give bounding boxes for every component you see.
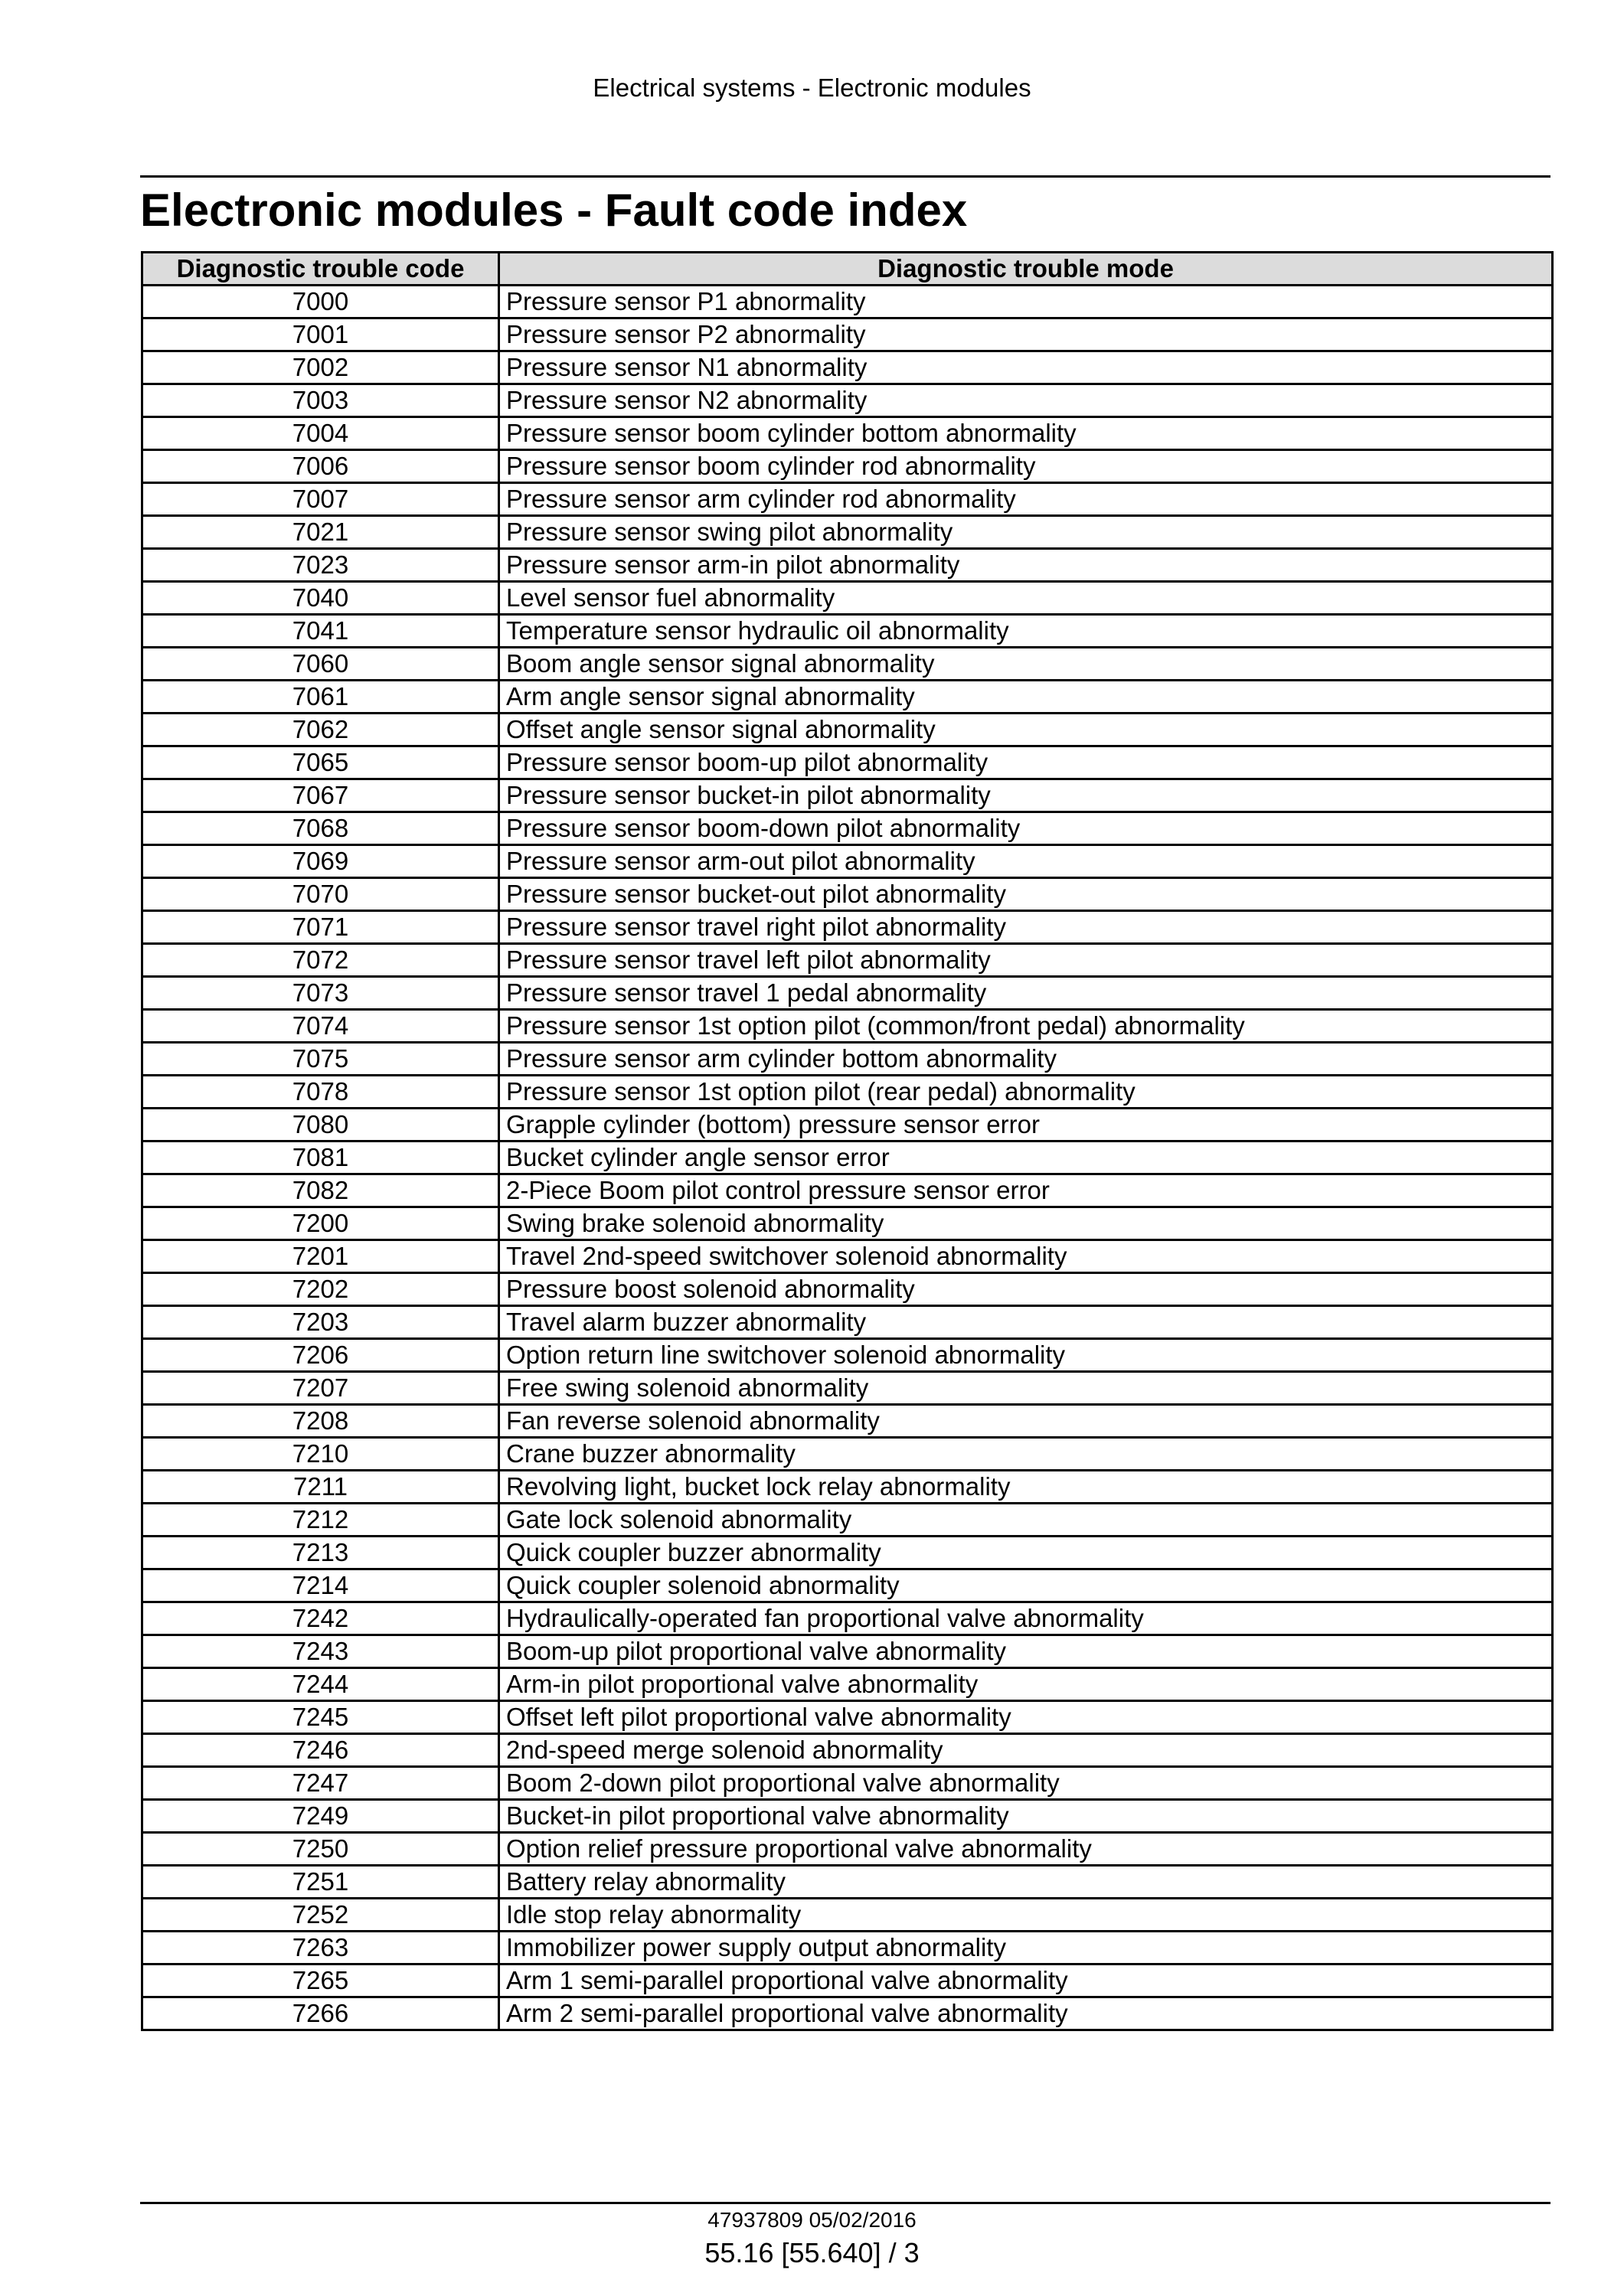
table-row xyxy=(142,1932,1553,1965)
table-row xyxy=(142,714,1553,746)
fault-code-cell: 7249 xyxy=(142,1800,499,1833)
fault-mode-cell: Free swing solenoid abnormality xyxy=(499,1372,1553,1405)
fault-mode-cell: Pressure sensor N1 abnormality xyxy=(499,351,1553,384)
fault-code-cell: 7242 xyxy=(142,1602,499,1635)
fault-mode-cell: Pressure sensor boom-up pilot abnormality xyxy=(499,746,1553,779)
fault-code-cell: 7069 xyxy=(142,845,499,878)
page-title: Electronic modules - Fault code index xyxy=(140,185,968,236)
fault-code-table xyxy=(141,251,1554,2031)
document-reference: 47937809 05/02/2016 xyxy=(707,2208,917,2232)
table-row xyxy=(142,681,1553,714)
table-row xyxy=(142,1965,1553,1997)
fault-code-cell: 7082 xyxy=(142,1174,499,1207)
fault-mode-cell: Pressure sensor arm-in pilot abnormality xyxy=(499,549,1553,582)
fault-mode-cell: Temperature sensor hydraulic oil abnormality xyxy=(499,615,1553,648)
fault-code-table-container xyxy=(141,251,1551,2031)
fault-code-cell: 7007 xyxy=(142,483,499,516)
table-row xyxy=(142,648,1553,681)
table-row xyxy=(142,351,1553,384)
fault-mode-cell: Pressure sensor 1st option pilot (common/front pedal) abnormality xyxy=(499,1010,1553,1043)
fault-mode-cell: Revolving light, bucket lock relay abnormality xyxy=(499,1471,1553,1504)
fault-code-cell: 7073 xyxy=(142,977,499,1010)
fault-code-cell: 7041 xyxy=(142,615,499,648)
table-header-row xyxy=(142,253,1553,286)
table-row xyxy=(142,384,1553,417)
fault-mode-cell: Quick coupler buzzer abnormality xyxy=(499,1537,1553,1569)
fault-mode-cell: Crane buzzer abnormality xyxy=(499,1438,1553,1471)
fault-mode-cell: Pressure sensor P2 abnormality xyxy=(499,318,1553,351)
fault-mode-cell: Option relief pressure proportional valve abnormality xyxy=(499,1833,1553,1866)
fault-mode-cell: Pressure sensor arm cylinder bottom abnormality xyxy=(499,1043,1553,1076)
table-body xyxy=(142,286,1553,2030)
table-row xyxy=(142,1405,1553,1438)
fault-code-cell: 7072 xyxy=(142,944,499,977)
table-row xyxy=(142,1438,1553,1471)
table-row xyxy=(142,1372,1553,1405)
fault-code-cell: 7263 xyxy=(142,1932,499,1965)
table-row xyxy=(142,1471,1553,1504)
fault-code-cell: 7071 xyxy=(142,911,499,944)
header-rule xyxy=(140,175,1550,178)
table-row xyxy=(142,1076,1553,1109)
fault-code-cell: 7002 xyxy=(142,351,499,384)
fault-code-cell: 7081 xyxy=(142,1141,499,1174)
fault-code-cell: 7202 xyxy=(142,1273,499,1306)
fault-code-cell: 7210 xyxy=(142,1438,499,1471)
fault-mode-cell: Pressure sensor swing pilot abnormality xyxy=(499,516,1553,549)
fault-mode-cell: Pressure sensor travel right pilot abnormality xyxy=(499,911,1553,944)
fault-mode-cell: Option return line switchover solenoid abnormality xyxy=(499,1339,1553,1372)
fault-code-cell: 7004 xyxy=(142,417,499,450)
fault-mode-cell: Bucket-in pilot proportional valve abnormality xyxy=(499,1800,1553,1833)
table-row xyxy=(142,1997,1553,2030)
table-row xyxy=(142,1043,1553,1076)
fault-code-cell: 7000 xyxy=(142,286,499,318)
fault-mode-cell: Pressure sensor travel left pilot abnormality xyxy=(499,944,1553,977)
fault-mode-cell: Arm 2 semi-parallel proportional valve abnormality xyxy=(499,1997,1553,2030)
table-row xyxy=(142,1569,1553,1602)
fault-mode-cell: Swing brake solenoid abnormality xyxy=(499,1207,1553,1240)
running-header: Electrical systems - Electronic modules xyxy=(593,73,1031,102)
fault-code-cell: 7214 xyxy=(142,1569,499,1602)
fault-mode-cell: 2-Piece Boom pilot control pressure sensor error xyxy=(499,1174,1553,1207)
fault-mode-cell: Offset angle sensor signal abnormality xyxy=(499,714,1553,746)
table-row xyxy=(142,1537,1553,1569)
fault-code-cell: 7068 xyxy=(142,812,499,845)
fault-code-cell: 7265 xyxy=(142,1965,499,1997)
fault-code-cell: 7212 xyxy=(142,1504,499,1537)
fault-mode-cell: Boom 2-down pilot proportional valve abnormality xyxy=(499,1767,1553,1800)
fault-mode-cell: Pressure sensor bucket-in pilot abnormality xyxy=(499,779,1553,812)
column-header-code: Diagnostic trouble code xyxy=(142,253,499,286)
fault-code-cell: 7247 xyxy=(142,1767,499,1800)
fault-mode-cell: Level sensor fuel abnormality xyxy=(499,582,1553,615)
fault-mode-cell: Boom-up pilot proportional valve abnormality xyxy=(499,1635,1553,1668)
fault-code-cell: 7006 xyxy=(142,450,499,483)
fault-mode-cell: Gate lock solenoid abnormality xyxy=(499,1504,1553,1537)
fault-mode-cell: Arm 1 semi-parallel proportional valve abnormality xyxy=(499,1965,1553,1997)
fault-code-cell: 7201 xyxy=(142,1240,499,1273)
fault-code-cell: 7251 xyxy=(142,1866,499,1899)
fault-mode-cell: Pressure boost solenoid abnormality xyxy=(499,1273,1553,1306)
fault-code-cell: 7203 xyxy=(142,1306,499,1339)
fault-code-cell: 7244 xyxy=(142,1668,499,1701)
fault-mode-cell: Pressure sensor P1 abnormality xyxy=(499,286,1553,318)
table-row xyxy=(142,582,1553,615)
table-row xyxy=(142,1701,1553,1734)
fault-mode-cell: Pressure sensor boom-down pilot abnormality xyxy=(499,812,1553,845)
table-row xyxy=(142,1866,1553,1899)
fault-code-cell: 7021 xyxy=(142,516,499,549)
fault-code-cell: 7003 xyxy=(142,384,499,417)
table-row xyxy=(142,615,1553,648)
fault-mode-cell: Travel 2nd-speed switchover solenoid abnormality xyxy=(499,1240,1553,1273)
fault-mode-cell: Pressure sensor boom cylinder rod abnormality xyxy=(499,450,1553,483)
fault-code-cell: 7078 xyxy=(142,1076,499,1109)
fault-mode-cell: 2nd-speed merge solenoid abnormality xyxy=(499,1734,1553,1767)
fault-mode-cell: Offset left pilot proportional valve abnormality xyxy=(499,1701,1553,1734)
fault-mode-cell: Bucket cylinder angle sensor error xyxy=(499,1141,1553,1174)
column-header-mode: Diagnostic trouble mode xyxy=(499,253,1553,286)
fault-code-cell: 7075 xyxy=(142,1043,499,1076)
table-row xyxy=(142,1240,1553,1273)
fault-code-cell: 7245 xyxy=(142,1701,499,1734)
fault-mode-cell: Pressure sensor boom cylinder bottom abnormality xyxy=(499,417,1553,450)
table-row xyxy=(142,878,1553,911)
table-row xyxy=(142,450,1553,483)
fault-mode-cell: Hydraulically-operated fan proportional valve abnormality xyxy=(499,1602,1553,1635)
fault-code-cell: 7213 xyxy=(142,1537,499,1569)
table-row xyxy=(142,1899,1553,1932)
table-row xyxy=(142,911,1553,944)
fault-mode-cell: Arm angle sensor signal abnormality xyxy=(499,681,1553,714)
table-row xyxy=(142,1306,1553,1339)
fault-code-cell: 7208 xyxy=(142,1405,499,1438)
table-row xyxy=(142,1109,1553,1141)
fault-mode-cell: Pressure sensor N2 abnormality xyxy=(499,384,1553,417)
table-row xyxy=(142,1207,1553,1240)
table-row xyxy=(142,318,1553,351)
fault-mode-cell: Quick coupler solenoid abnormality xyxy=(499,1569,1553,1602)
fault-mode-cell: Immobilizer power supply output abnormality xyxy=(499,1932,1553,1965)
fault-code-cell: 7070 xyxy=(142,878,499,911)
table-row xyxy=(142,1767,1553,1800)
fault-code-cell: 7252 xyxy=(142,1899,499,1932)
fault-mode-cell: Pressure sensor travel 1 pedal abnormality xyxy=(499,977,1553,1010)
fault-code-cell: 7023 xyxy=(142,549,499,582)
fault-mode-cell: Pressure sensor arm cylinder rod abnormality xyxy=(499,483,1553,516)
fault-code-cell: 7074 xyxy=(142,1010,499,1043)
table-row xyxy=(142,1010,1553,1043)
table-row xyxy=(142,812,1553,845)
table-row xyxy=(142,977,1553,1010)
fault-code-cell: 7243 xyxy=(142,1635,499,1668)
table-row xyxy=(142,845,1553,878)
fault-mode-cell: Travel alarm buzzer abnormality xyxy=(499,1306,1553,1339)
fault-code-cell: 7001 xyxy=(142,318,499,351)
fault-code-cell: 7080 xyxy=(142,1109,499,1141)
fault-mode-cell: Pressure sensor arm-out pilot abnormality xyxy=(499,845,1553,878)
table-row xyxy=(142,1339,1553,1372)
table-row xyxy=(142,1141,1553,1174)
fault-mode-cell: Idle stop relay abnormality xyxy=(499,1899,1553,1932)
table-row xyxy=(142,1800,1553,1833)
table-row xyxy=(142,1602,1553,1635)
fault-mode-cell: Pressure sensor bucket-out pilot abnormality xyxy=(499,878,1553,911)
table-row xyxy=(142,516,1553,549)
fault-mode-cell: Pressure sensor 1st option pilot (rear pedal) abnormality xyxy=(499,1076,1553,1109)
fault-code-cell: 7065 xyxy=(142,746,499,779)
fault-code-cell: 7067 xyxy=(142,779,499,812)
table-row xyxy=(142,417,1553,450)
table-row xyxy=(142,1734,1553,1767)
footer-rule xyxy=(140,2202,1550,2204)
table-row xyxy=(142,1668,1553,1701)
table-row xyxy=(142,286,1553,318)
page-reference: 55.16 [55.640] / 3 xyxy=(704,2237,920,2268)
fault-code-cell: 7250 xyxy=(142,1833,499,1866)
table-row xyxy=(142,549,1553,582)
table-row xyxy=(142,1504,1553,1537)
table-row xyxy=(142,483,1553,516)
table-row xyxy=(142,779,1553,812)
fault-code-cell: 7200 xyxy=(142,1207,499,1240)
fault-code-cell: 7246 xyxy=(142,1734,499,1767)
fault-mode-cell: Fan reverse solenoid abnormality xyxy=(499,1405,1553,1438)
table-row xyxy=(142,944,1553,977)
fault-mode-cell: Battery relay abnormality xyxy=(499,1866,1553,1899)
fault-code-cell: 7061 xyxy=(142,681,499,714)
fault-code-cell: 7062 xyxy=(142,714,499,746)
table-row xyxy=(142,1273,1553,1306)
fault-code-cell: 7266 xyxy=(142,1997,499,2030)
fault-mode-cell: Arm-in pilot proportional valve abnormality xyxy=(499,1668,1553,1701)
fault-code-cell: 7206 xyxy=(142,1339,499,1372)
table-row xyxy=(142,1635,1553,1668)
table-row xyxy=(142,1833,1553,1866)
fault-code-cell: 7207 xyxy=(142,1372,499,1405)
table-row xyxy=(142,746,1553,779)
table-row xyxy=(142,1174,1553,1207)
fault-mode-cell: Grapple cylinder (bottom) pressure sensor error xyxy=(499,1109,1553,1141)
fault-mode-cell: Boom angle sensor signal abnormality xyxy=(499,648,1553,681)
fault-code-cell: 7040 xyxy=(142,582,499,615)
fault-code-cell: 7060 xyxy=(142,648,499,681)
fault-code-cell: 7211 xyxy=(142,1471,499,1504)
